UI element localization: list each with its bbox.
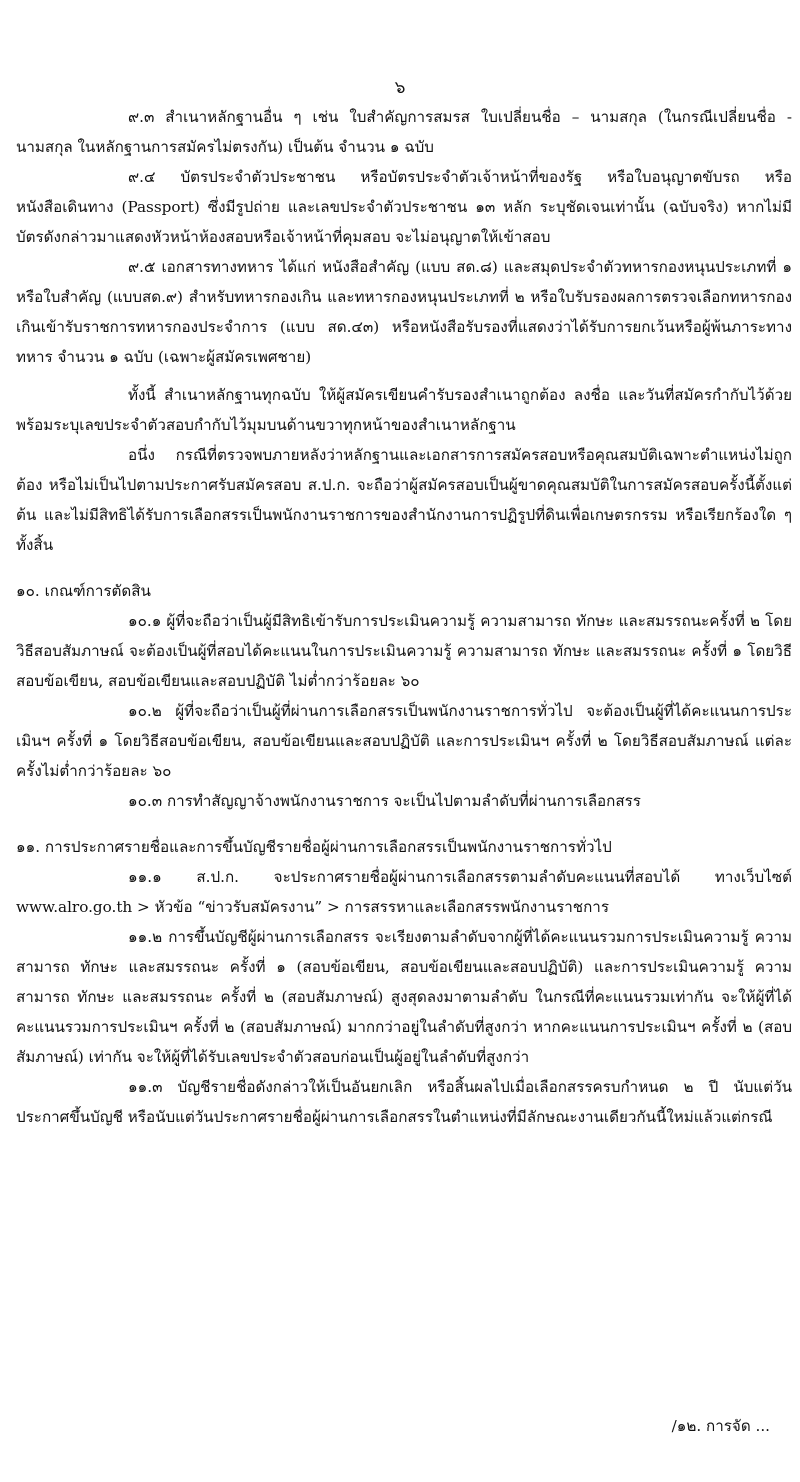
paragraph-11-1: ๑๑.๑ ส.ป.ก. จะประกาศรายชื่อผู้ผ่านการเลือกสรรตามลำดับคะแนนที่สอบได้ ทางเว็บไซต์ www.alro.go.th > หัวข้อ “ข่าวรับสมัครงาน” > การสรรหาและเลือกสรรพนักงานราชการ xyxy=(16,868,792,916)
page-number: ๖ xyxy=(394,78,406,98)
continuation-footer: /๑๒. การจัด ... xyxy=(671,1417,770,1435)
paragraph-9-4: ๙.๔ บัตรประจำตัวประชาชน หรือบัตรประจำตัวเจ้าหน้าที่ของรัฐ หรือใบอนุญาตขับรถ หรือหนังสือเดินทาง (Passport) ซึ่งมีรูปถ่าย และเลขประจำตัวประชาชน ๑๓ หลัก ระบุชัดเจนเท่านั้น (ฉบับจริง) หากไม่มีบัตรดังกล่าวมาแสดงหัวหน้าห้องสอบหรือเจ้าหน้าที่คุมสอบ จะไม่อนุญาตให้เข้าสอบ xyxy=(16,168,792,246)
paragraph-9-3: ๙.๓ สำเนาหลักฐานอื่น ๆ เช่น ใบสำคัญการสมรส ใบเปลี่ยนชื่อ – นามสกุล (ในกรณีเปลี่ยนชื่อ - นามสกุล ในหลักฐานการสมัครไม่ตรงกัน) เป็นต้น จำนวน ๑ ฉบับ xyxy=(16,108,792,156)
paragraph-9-5: ๙.๕ เอกสารทางทหาร ได้แก่ หนังสือสำคัญ (แบบ สด.๘) และสมุดประจำตัวทหารกองหนุนประเภทที่ ๑ หรือใบสำคัญ (แบบสด.๙) สำหรับทหารกองเกิน และทหารกองหนุนประเภทที่ ๒ หรือใบรับรองผลการตรวจเลือกทหารกองเกินเข้ารับราชการทหารกองประจำการ (แบบ สด.๔๓) หรือหนังสือรับรองที่แสดงว่าได้รับการยกเว้นหรือผู้พ้นภาระทางทหาร จำนวน ๑ ฉบับ (เฉพาะผู้สมัครเพศชาย) xyxy=(16,258,792,366)
paragraph-11-3: ๑๑.๓ บัญชีรายชื่อดังกล่าวให้เป็นอันยกเลิก หรือสิ้นผลไปเมื่อเลือกสรรครบกำหนด ๒ ปี นับแต่วันประกาศขึ้นบัญชี หรือนับแต่วันประกาศรายชื่อผู้ผ่านการเลือกสรรในตำแหน่งที่มีลักษณะงานเดียวกันนี้ใหม่แล้วแต่กรณี xyxy=(16,1078,792,1126)
paragraph-10-1: ๑๐.๑ ผู้ที่จะถือว่าเป็นผู้มีสิทธิเข้ารับการประเมินความรู้ ความสามารถ ทักษะ และสมรรถนะครั้งที่ ๒ โดยวิธีสอบสัมภาษณ์ จะต้องเป็นผู้ที่สอบได้คะแนนในการประเมินความรู้ ความสามารถ ทักษะ และสมรรถนะ ครั้งที่ ๑ โดยวิธีสอบข้อเขียน, สอบข้อเขียนและสอบปฏิบัติ ไม่ต่ำกว่าร้อยละ ๖๐ xyxy=(16,612,792,690)
paragraph-note: อนึ่ง กรณีที่ตรวจพบภายหลังว่าหลักฐานและเอกสารการสมัครสอบหรือคุณสมบัติเฉพาะตำแหน่งไม่ถูกต้อง หรือไม่เป็นไปตามประกาศรับสมัครสอบ ส.ป.ก. จะถือว่าผู้สมัครสอบเป็นผู้ขาดคุณสมบัติในการสมัครสอบครั้งนี้ตั้งแต่ต้น และไม่มีสิทธิได้รับการเลือกสรรเป็นพนักงานราชการของสำนักงานการปฏิรูปที่ดินเพื่อเกษตรกรรม หรือเรียกร้องใด ๆ ทั้งสิ้น xyxy=(16,446,792,554)
heading-section-11: ๑๑. การประกาศรายชื่อและการขึ้นบัญชีรายชื่อผู้ผ่านการเลือกสรรเป็นพนักงานราชการทั่วไป xyxy=(16,838,612,856)
paragraph-10-2: ๑๐.๒ ผู้ที่จะถือว่าเป็นผู้ที่ผ่านการเลือกสรรเป็นพนักงานราชการทั่วไป จะต้องเป็นผู้ที่ได้คะแนนการประเมินฯ ครั้งที่ ๑ โดยวิธีสอบข้อเขียน, สอบข้อเขียนและสอบปฏิบัติ และการประเมินฯ ครั้งที่ ๒ โดยวิธีสอบสัมภาษณ์ แต่ละครั้งไม่ต่ำกว่าร้อยละ ๖๐ xyxy=(16,702,792,780)
paragraph-10-3: ๑๐.๓ การทำสัญญาจ้างพนักงานราชการ จะเป็นไปตามลำดับที่ผ่านการเลือกสรร xyxy=(128,792,641,810)
paragraph-11-2: ๑๑.๒ การขึ้นบัญชีผู้ผ่านการเลือกสรร จะเรียงตามลำดับจากผู้ที่ได้คะแนนรวมการประเมินความรู้ ความสามารถ ทักษะ และสมรรถนะ ครั้งที่ ๑ (สอบข้อเขียน, สอบข้อเขียนและสอบปฏิบัติ) และการประเมินความรู้ ความสามารถ ทักษะ และสมรรถนะ ครั้งที่ ๒ (สอบสัมภาษณ์) สูงสุดลงมาตามลำดับ ในกรณีที่คะแนนรวมเท่ากัน จะให้ผู้ที่ได้คะแนนรวมการประเมินฯ ครั้งที่ ๒ (สอบสัมภาษณ์) มากกว่าอยู่ในลำดับที่สูงกว่า หากคะแนนการประเมินฯ ครั้งที่ ๒ (สอบสัมภาษณ์) เท่ากัน จะให้ผู้ที่ได้รับเลขประจำตัวสอบก่อนเป็นผู้อยู่ในลำดับที่สูงกว่า xyxy=(16,928,792,1066)
document-body xyxy=(16,102,792,1132)
paragraph-certify: ทั้งนี้ สำเนาหลักฐานทุกฉบับ ให้ผู้สมัครเขียนคำรับรองสำเนาถูกต้อง ลงชื่อ และวันที่สมัครกำกับไว้ด้วย พร้อมระบุเลขประจำตัวสอบกำกับไว้มุมบนด้านขวาทุกหน้าของสำเนาหลักฐาน xyxy=(16,386,792,434)
heading-section-10: ๑๐. เกณฑ์การตัดสิน xyxy=(16,582,151,600)
